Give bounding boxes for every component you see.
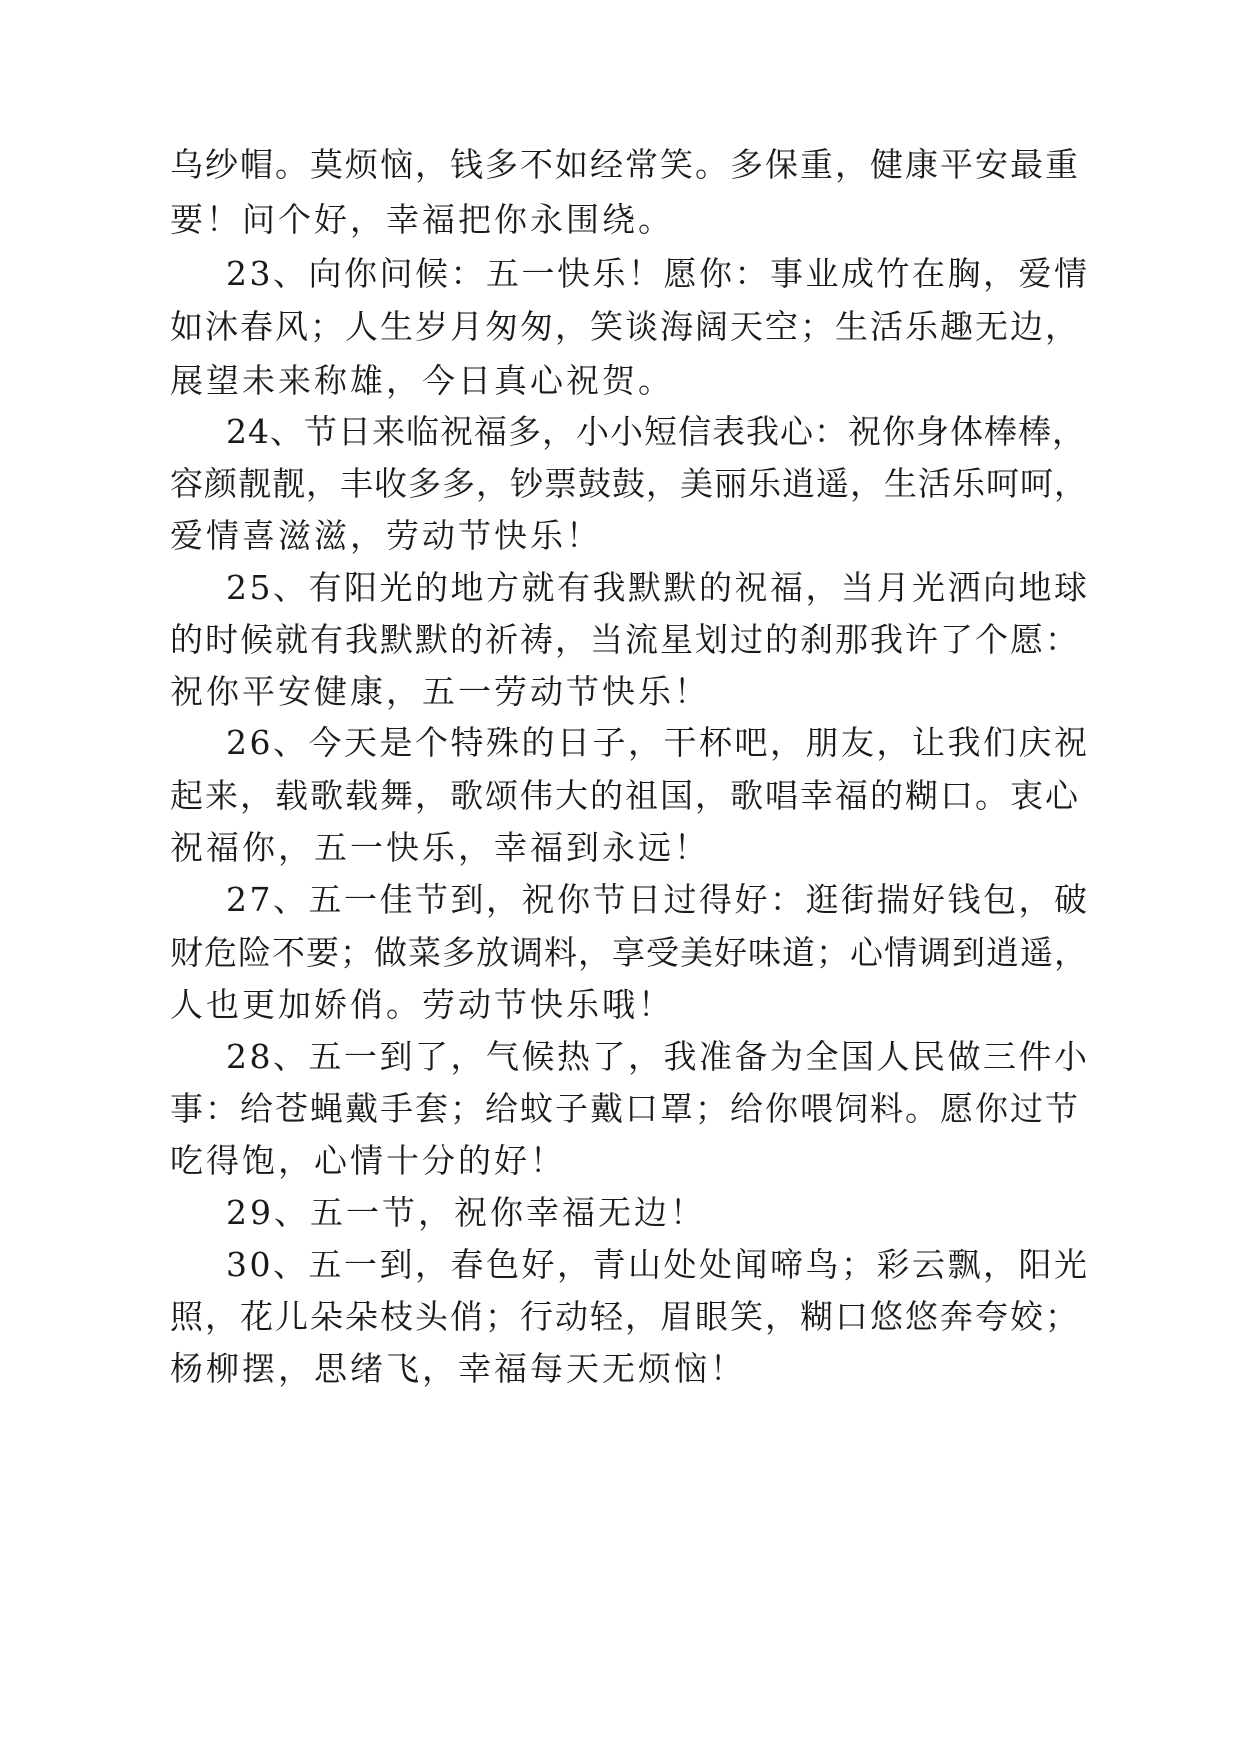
text-line: 容颜靓靓，丰收多多，钞票鼓鼓，美丽乐逍遥，生活乐呵呵， [170, 464, 1088, 503]
text-line: 起来，载歌载舞，歌颂伟大的祖国，歌唱幸福的糊口。衷心 [170, 776, 1080, 815]
text-line: 要！问个好，幸福把你永围绕。 [170, 200, 674, 239]
text-line: 照，花儿朵朵枝头俏；行动轻，眉眼笑，糊口悠悠奔夸姣； [170, 1297, 1080, 1336]
text-line: 26、今天是个特殊的日子，干杯吧，朋友，让我们庆祝 [226, 723, 1090, 762]
text-line: 29、五一节，祝你幸福无边！ [226, 1193, 706, 1232]
text-line: 人也更加娇俏。劳动节快乐哦！ [170, 985, 674, 1024]
text-line: 事：给苍蝇戴手套；给蚊子戴口罩；给你喂饲料。愿你过节 [170, 1089, 1080, 1128]
text-line: 28、五一到了，气候热了，我准备为全国人民做三件小 [226, 1037, 1090, 1076]
text-line: 乌纱帽。莫烦恼，钱多不如经常笑。多保重，健康平安最重 [170, 145, 1080, 184]
text-line: 吃得饱，心情十分的好！ [170, 1141, 566, 1180]
text-line: 财危险不要；做菜多放调料，享受美好味道；心情调到逍遥， [170, 933, 1088, 972]
text-line: 祝你平安健康，五一劳动节快乐！ [170, 672, 710, 711]
text-line: 如沐春风；人生岁月匆匆，笑谈海阔天空；生活乐趣无边， [170, 307, 1080, 346]
text-line: 展望未来称雄，今日真心祝贺。 [170, 361, 674, 400]
text-line: 30、五一到，春色好，青山处处闻啼鸟；彩云飘，阳光 [226, 1245, 1090, 1284]
text-line: 27、五一佳节到，祝你节日过得好：逛街揣好钱包，破 [226, 880, 1090, 919]
text-line: 23、向你问候：五一快乐！愿你：事业成竹在胸，爱情 [226, 254, 1090, 293]
text-line: 的时候就有我默默的祈祷，当流星划过的刹那我许了个愿： [170, 620, 1080, 659]
text-line: 24、节日来临祝福多，小小短信表我心：祝你身体棒棒， [226, 412, 1086, 451]
text-line: 祝福你，五一快乐，幸福到永远！ [170, 828, 710, 867]
text-line: 25、有阳光的地方就有我默默的祝福，当月光洒向地球 [226, 568, 1090, 607]
text-line: 杨柳摆，思绪飞，幸福每天无烦恼！ [170, 1349, 746, 1388]
text-line: 爱情喜滋滋，劳动节快乐！ [170, 516, 602, 555]
